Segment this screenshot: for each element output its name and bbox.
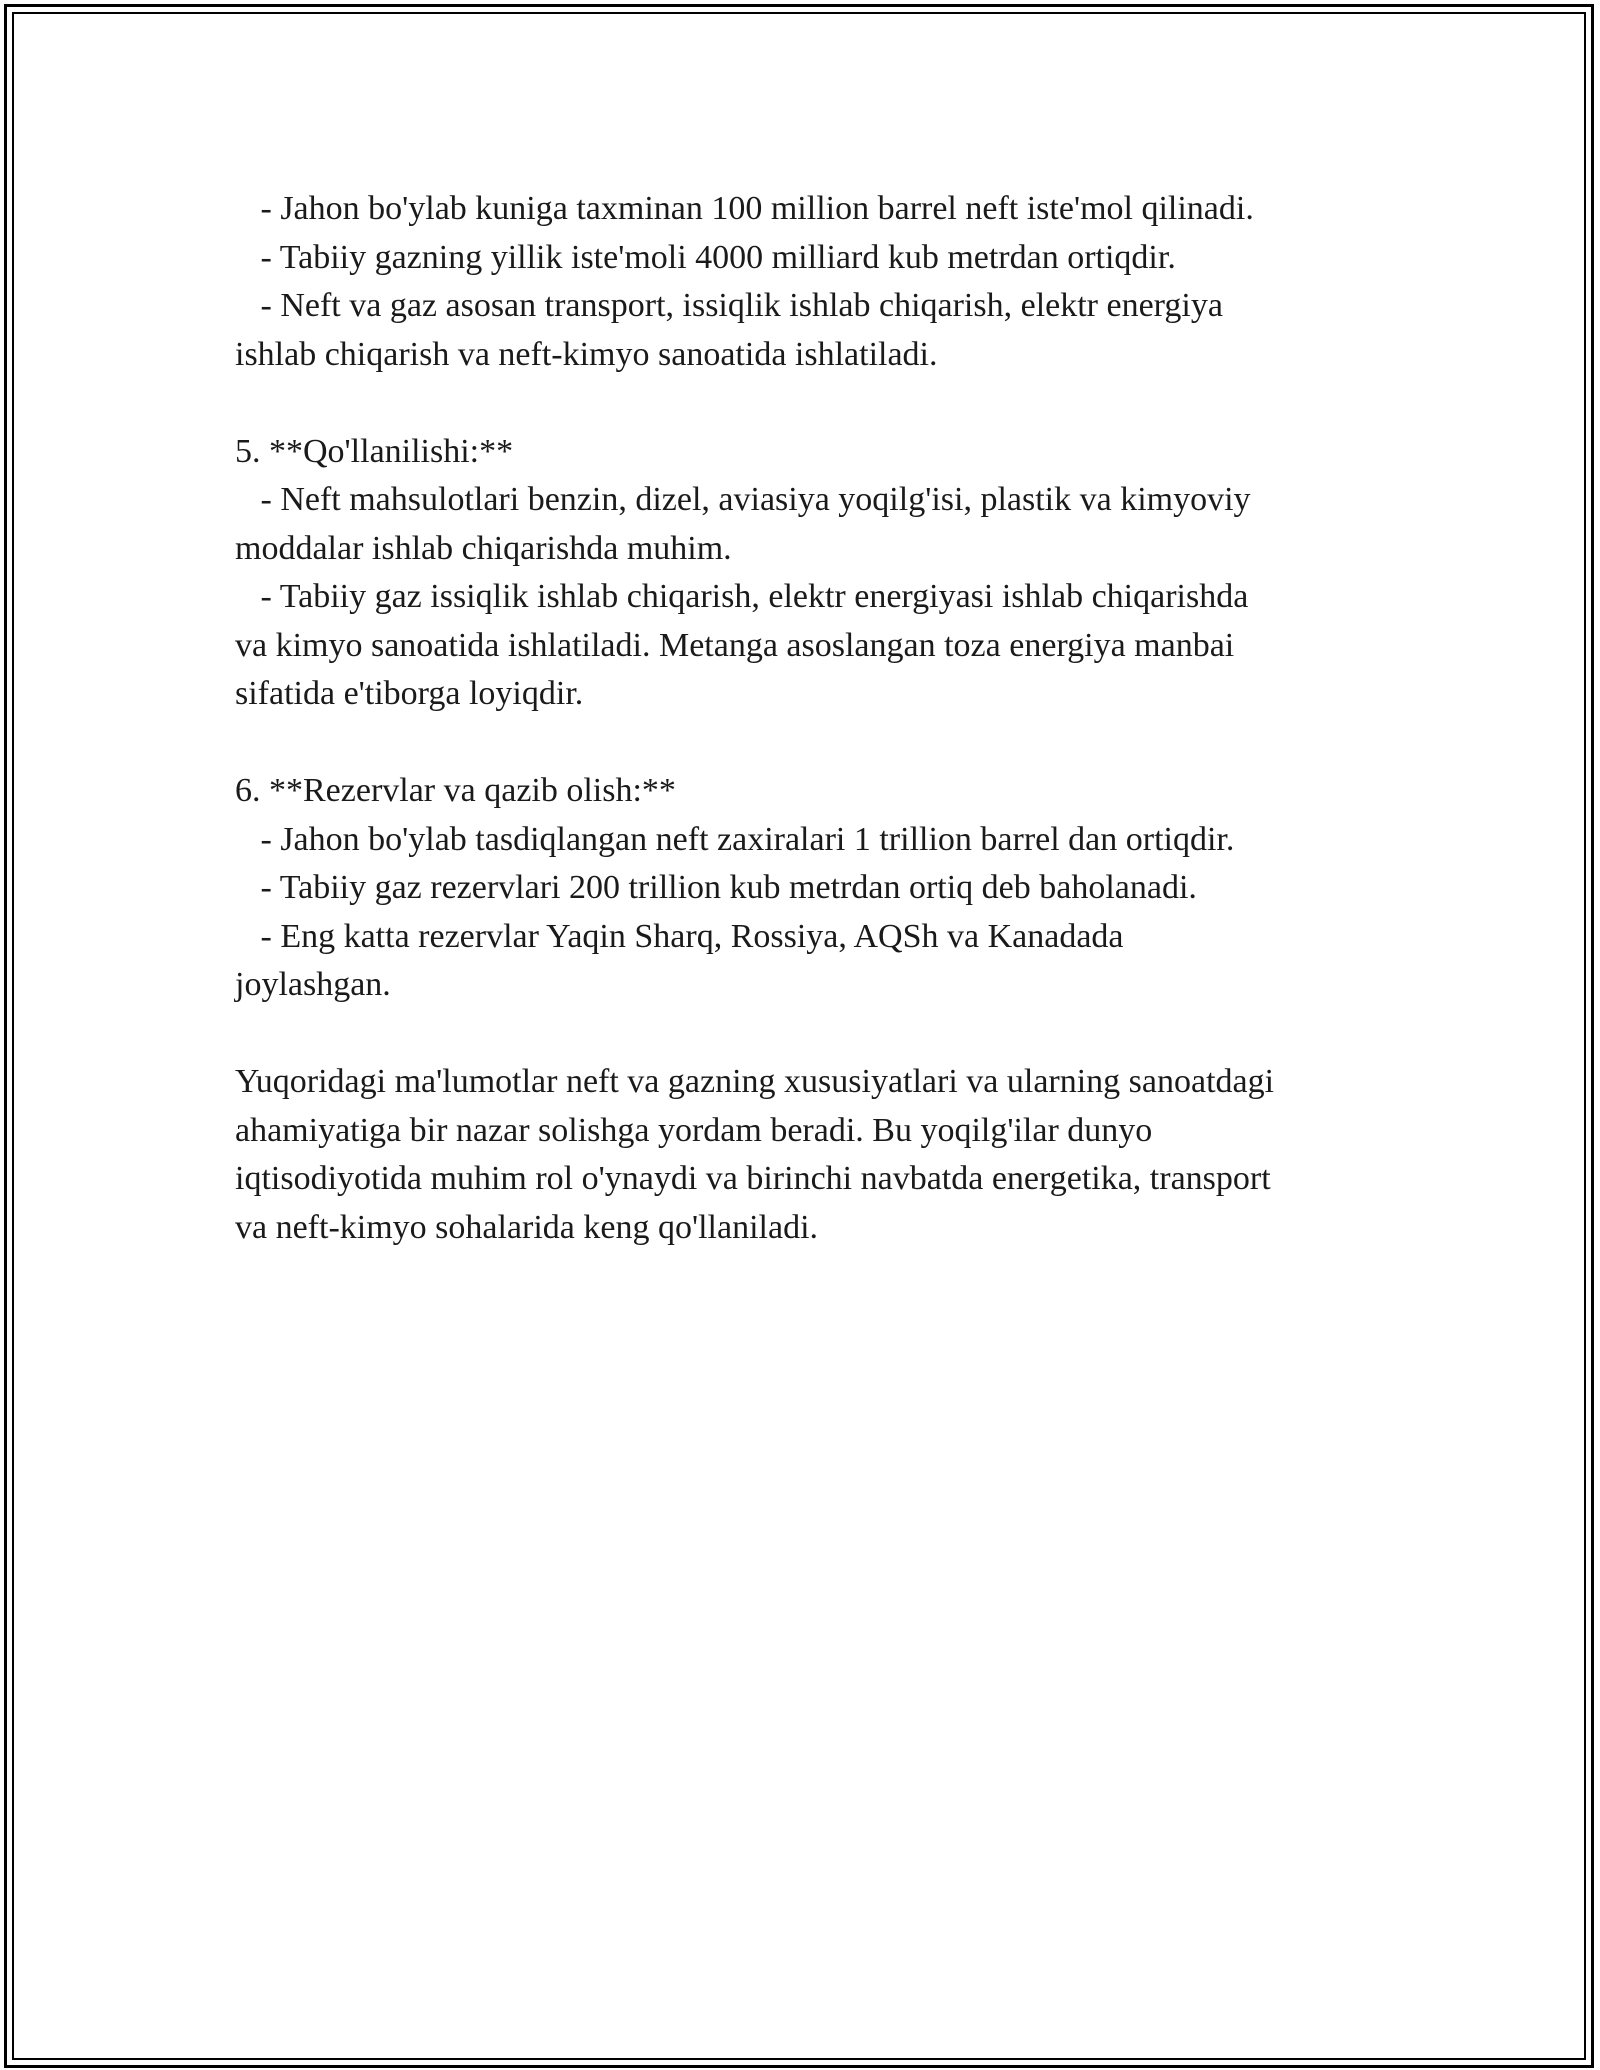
section-6 <box>235 767 1385 1010</box>
conclusion-line: ahamiyatiga bir nazar solishga yordam beradi. Bu yoqilg'ilar dunyo <box>235 1111 1153 1149</box>
intro-line: - Jahon bo'ylab kuniga taxminan 100 million barrel neft iste'mol qilinadi. <box>235 190 1254 227</box>
section-heading: 5. **Qo'llanilishi:** <box>235 432 514 470</box>
section-line: moddalar ishlab chiqarishda muhim. <box>235 529 732 567</box>
paragraph-spacer <box>235 379 1385 428</box>
document-body <box>235 185 1385 1252</box>
intro-line: ishlab chiqarish va neft-kimyo sanoatida ishlatiladi. <box>235 335 938 373</box>
paragraph-spacer <box>235 719 1385 768</box>
paragraph-spacer <box>235 1010 1385 1059</box>
section-line: - Jahon bo'ylab tasdiqlangan neft zaxiralari 1 trillion barrel dan ortiqdir. <box>235 820 1235 858</box>
section-line: sifatida e'tiborga loyiqdir. <box>235 675 584 712</box>
conclusion-line: iqtisodiyotida muhim rol o'ynaydi va birinchi navbatda energetika, transport <box>235 1160 1271 1197</box>
section-line: - Tabiiy gaz rezervlari 200 trillion kub metrdan ortiq deb baholanadi. <box>235 869 1197 906</box>
intro-line: - Neft va gaz asosan transport, issiqlik ishlab chiqarish, elektr energiya <box>235 287 1223 324</box>
conclusion-line: Yuqoridagi ma'lumotlar neft va gazning xususiyatlari va ularning sanoatdagi <box>235 1063 1275 1100</box>
section-line: joylashgan. <box>235 966 391 1003</box>
section-5 <box>235 428 1385 719</box>
section-line: - Neft mahsulotlari benzin, dizel, aviasiya yoqilg'isi, plastik va kimyoviy <box>235 481 1251 518</box>
conclusion-paragraph <box>235 1058 1385 1252</box>
intro-line: - Tabiiy gazning yillik iste'moli 4000 milliard kub metrdan ortiqdir. <box>235 238 1176 276</box>
section-line: va kimyo sanoatida ishlatiladi. Metanga asoslangan toza energiya manbai <box>235 626 1235 664</box>
intro-bullets <box>235 185 1385 379</box>
section-line: - Tabiiy gaz issiqlik ishlab chiqarish, elektr energiyasi ishlab chiqarishda <box>235 578 1249 615</box>
section-heading: 6. **Rezervlar va qazib olish:** <box>235 772 676 809</box>
conclusion-line: va neft-kimyo sohalarida keng qo'llaniladi. <box>235 1208 819 1246</box>
section-line: - Eng katta rezervlar Yaqin Sharq, Rossiya, AQSh va Kanadada <box>235 917 1124 955</box>
